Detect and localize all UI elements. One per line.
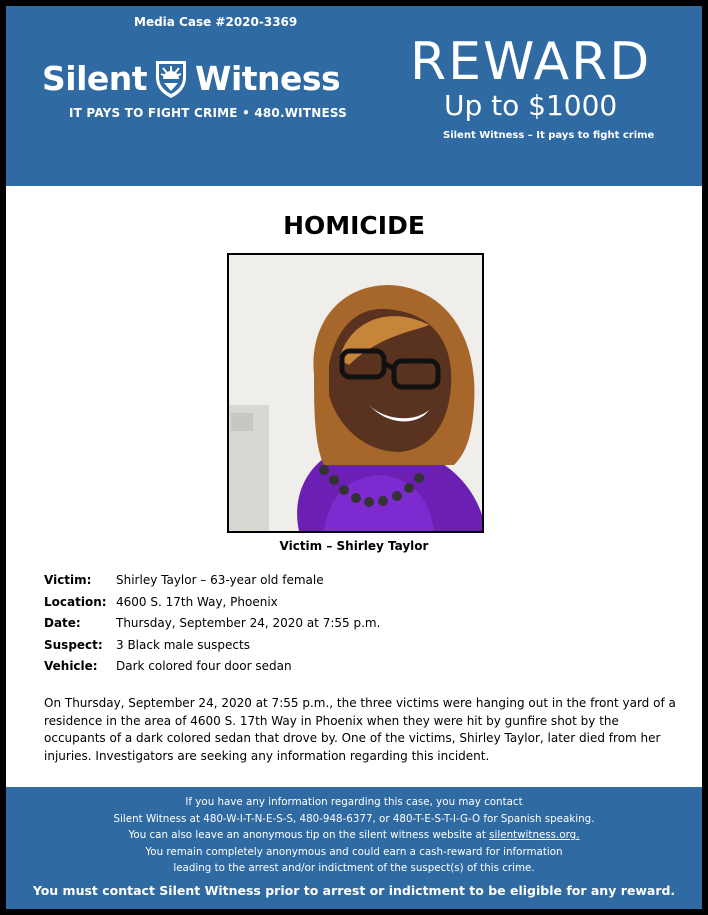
- footer-line-3: [6, 827, 702, 844]
- detail-row-location: [44, 595, 380, 617]
- reward-heading: REWARD: [410, 32, 652, 92]
- reward-amount: Up to $1000: [444, 89, 618, 122]
- victim-photo: [227, 253, 484, 533]
- detail-row-date: [44, 616, 380, 638]
- detail-label: Victim:: [44, 573, 92, 587]
- photo-caption: Victim – Shirley Taylor: [279, 539, 429, 553]
- detail-value: 4600 S. 17th Way, Phoenix: [116, 594, 278, 609]
- footer-line-3-text: You can also leave an anonymous tip on the silent witness website at: [128, 829, 490, 841]
- detail-value: Dark colored four door sedan: [116, 659, 292, 673]
- silent-witness-logo: [42, 54, 340, 102]
- crime-title: HOMICIDE: [283, 211, 425, 240]
- detail-value: Shirley Taylor – 63-year old female: [116, 573, 324, 587]
- detail-row-suspect: [44, 638, 380, 660]
- website-link[interactable]: silentwitness.org.: [489, 829, 580, 841]
- case-narrative: On Thursday, September 24, 2020 at 7:55 p.m., the three victims were hanging out in the front yard of a residence in the area of 4600 S. 17th Way in Phoenix when they were hit by gunfire shot by the occupants of a dark colored sedan that drove by. One of the victims, Shirley Taylor, later died from her injuries. Investigators are seeking any information regarding this incident.: [44, 696, 676, 763]
- detail-value: Thursday, September 24, 2020 at 7:55 p.m.: [116, 616, 381, 630]
- header-banner: [6, 6, 702, 186]
- media-case-number: Media Case #2020-3369: [134, 15, 298, 29]
- detail-row-victim: [44, 573, 380, 595]
- detail-label: Vehicle:: [44, 659, 98, 673]
- logo-word-right: Witness: [195, 58, 341, 98]
- logo-tagline: IT PAYS TO FIGHT CRIME • 480.WITNESS: [69, 106, 348, 120]
- case-details: [44, 573, 380, 681]
- footer-banner: [6, 787, 702, 909]
- footer-line-2: Silent Witness at 480-W-I-T-N-E-S-S, 480-948-6377, or 480-T-E-S-T-I-G-O for Spanish speaking.: [113, 812, 595, 825]
- detail-label: Date:: [44, 616, 81, 630]
- footer-line-1: If you have any information regarding this case, you may contact: [185, 796, 523, 808]
- logo-word-left: Silent: [42, 58, 148, 98]
- detail-label: Location:: [44, 594, 107, 609]
- flyer: [6, 6, 702, 909]
- detail-value: 3 Black male suspects: [116, 637, 250, 652]
- footer-eligibility-notice: You must contact Silent Witness prior to arrest or indictment to be eligible for any reward.: [32, 882, 676, 898]
- detail-row-vehicle: [44, 659, 380, 681]
- footer-line-5: leading to the arrest and/or indictment of the suspect(s) of this crime.: [173, 862, 535, 874]
- footer-line-4: You remain completely anonymous and could earn a cash-reward for information: [145, 845, 563, 858]
- detail-label: Suspect:: [44, 637, 103, 652]
- shield-sun-icon: [153, 57, 189, 99]
- reward-subtitle: Silent Witness – It pays to fight crime: [443, 130, 655, 141]
